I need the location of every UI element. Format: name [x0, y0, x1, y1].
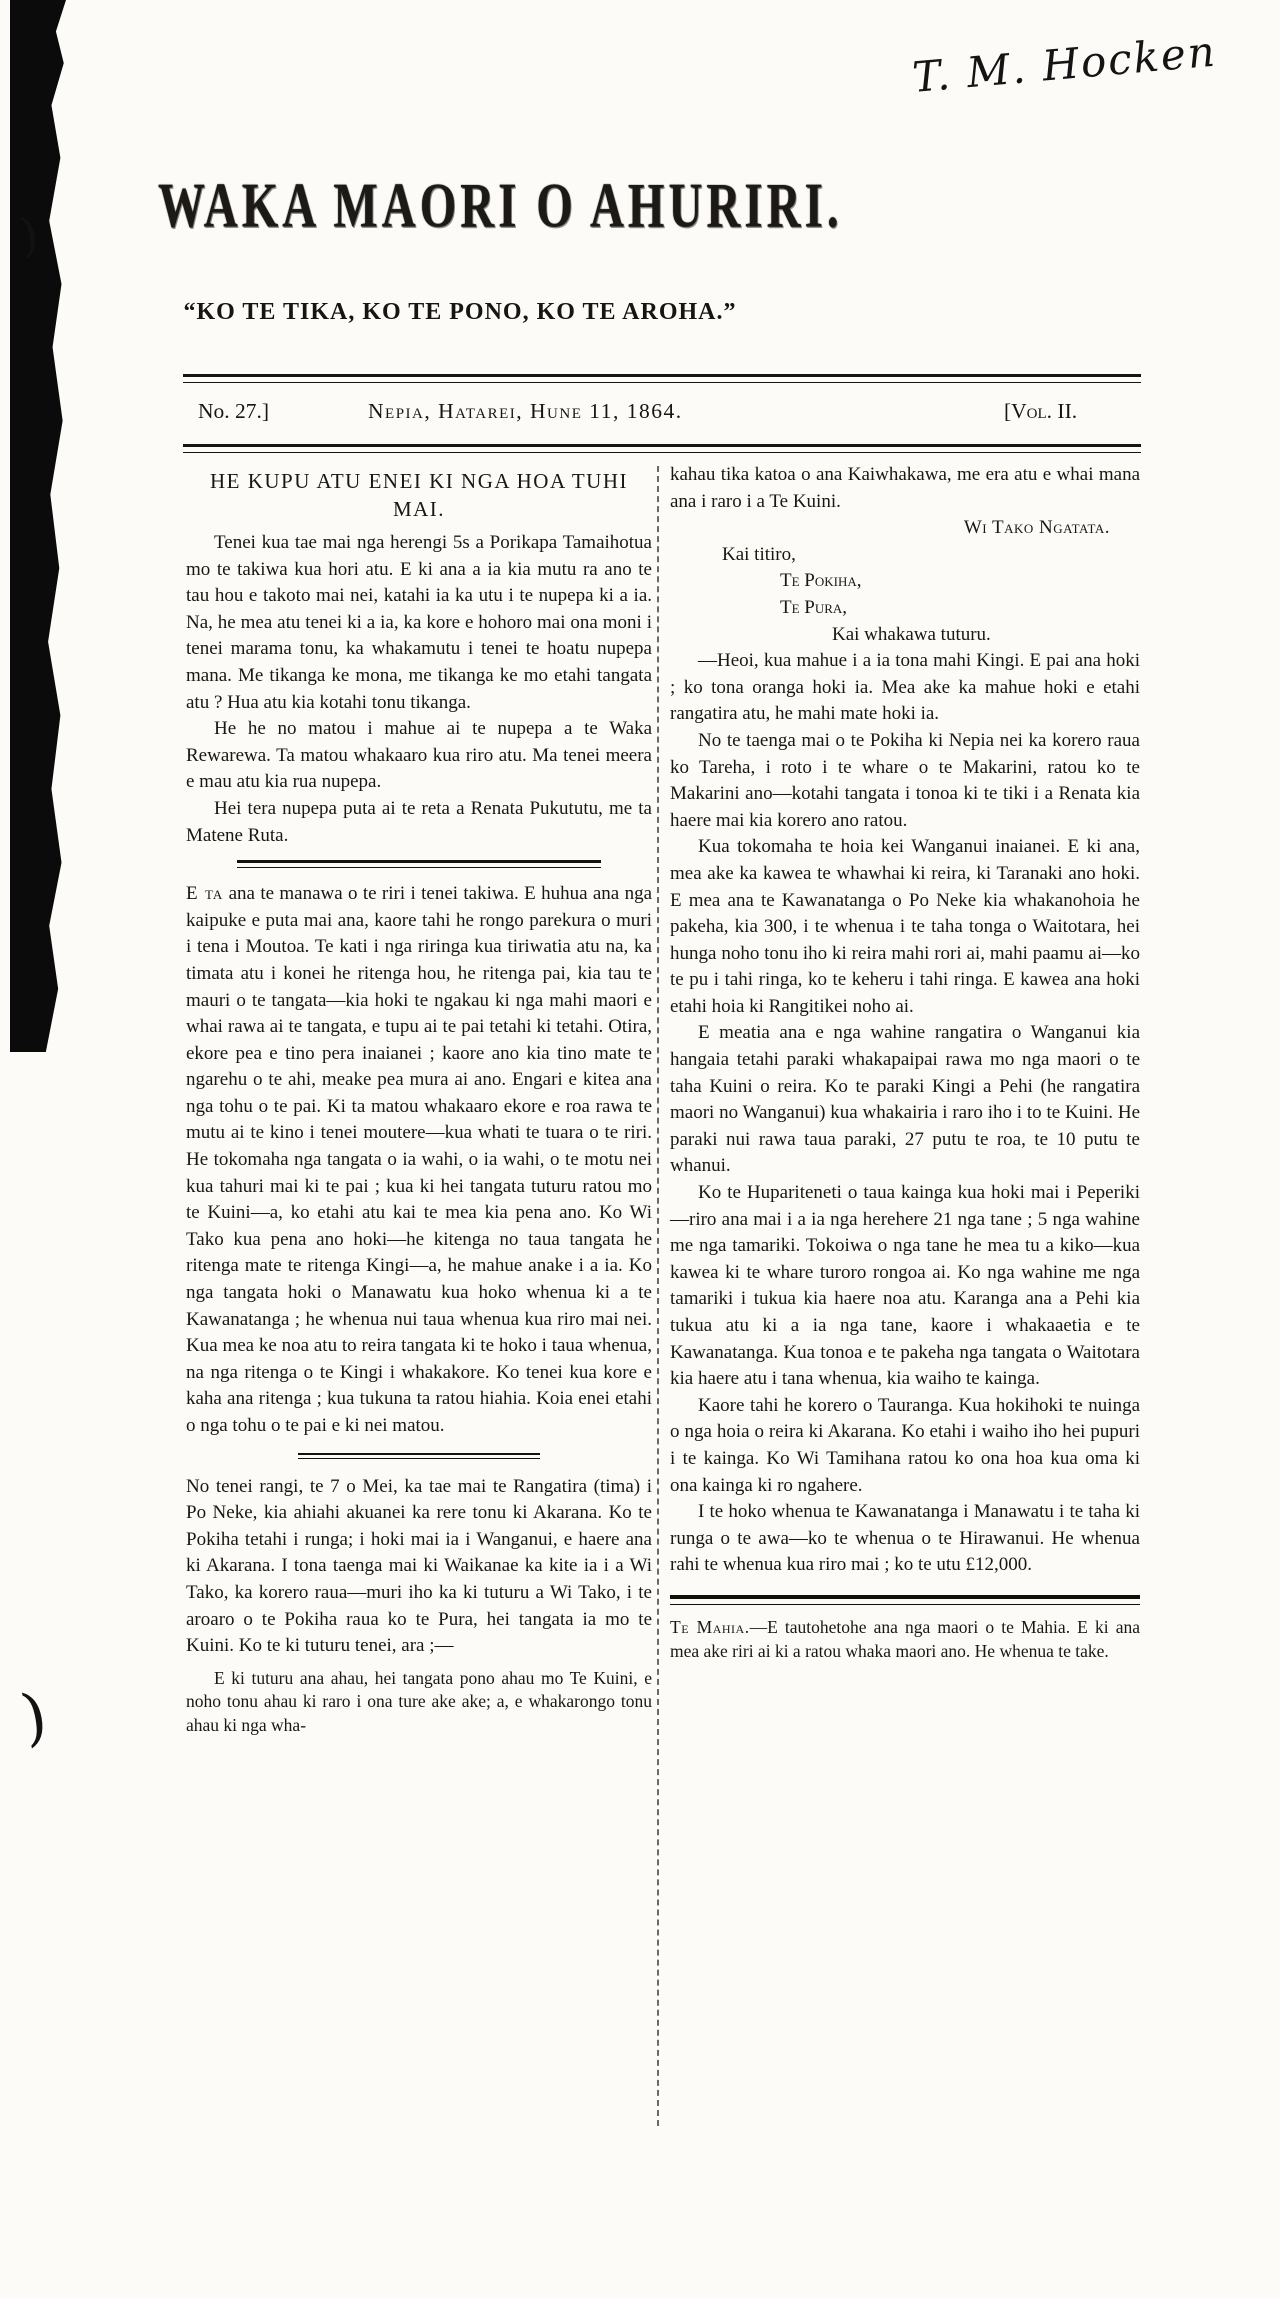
masthead-title: WAKA MAORI O AHURIRI.	[158, 171, 843, 242]
binding-strip	[10, 0, 66, 1052]
issue-number: No. 27.]	[198, 399, 270, 423]
footnote-text: —E tautohetohe ana nga maori o te Mahia. E ki ana mea ake riri ai ki a ratou whaka maori ano. He whenua te take.	[670, 1616, 1141, 1661]
witness-name-pokiha: Te Pokiha,	[780, 570, 862, 592]
signature-name: Wi Tako Ngatata.	[963, 517, 1110, 539]
paragraph-war-news	[186, 881, 652, 1439]
paragraph-subscriptions: Tenei kua tae mai nga herengi 5s a Porikapa Tamaihotua mo te takiwa kua hori atu. E ki ana a ia kia mutu ra ano te tau hou e takoto mai nei, katahi ia ka utu i te nupepa ki a ia. Na, he mea atu tenei ki a ia, ka kore e hohoro mai ona moni i tenei marama tonu, ka whakamutu i tenei te hoatu nupepa mana. Me tikanga ke mona, me tikanga ke mo etahi tangata atu ? Hua atu kia kotahi tonu tikanga.	[186, 532, 652, 713]
section-divider-rule	[237, 860, 600, 868]
paragraph-superintendent-prisoners: Ko te Hupariteneti o taua kainga kua hoki mai i Peperiki—riro ana mai i a ia nga herehere 21 nga tane ; 5 nga wahine me nga tamariki. Tokoiwa o nga tane he mea tu a kiko—kua kawea ki te whare turoro rongoa ai. Ko nga wahine me nga tamariki i tukua kia haere noa atu. Karanga ana a Pehi kia tukua atu ki a ia nga tane, kaore i whakaaetia e te Kawanatanga. Kua tonoa e te pakeha nga tangata o Waitotara kia haere atu i tana whenua, kia waiho te kainga.	[670, 1182, 1140, 1390]
margin-mark-top: )	[16, 207, 42, 263]
dateline-divider-rule	[183, 444, 1141, 453]
paragraph-pokiha-nepia: No te taenga mai o te Pokiha ki Nepia nei ka korero raua ko Tareha, i roto i te whare o te Makarini, ratou ko te Makarini ano—kotahi tangata i tonoa ki te tiki i a Renata kia haere mai kia korero ano ratou.	[670, 729, 1140, 831]
footnote-lead: Te Mahia.	[670, 1616, 750, 1637]
footnote-te-mahia	[670, 1616, 1140, 1663]
paragraph-next-issue-letters: Hei tera nupepa puta ai te reta a Renata Pukututu, me ta Matene Ruta.	[186, 797, 652, 846]
section-divider-rule	[298, 1453, 540, 1459]
declaration-quote: E ki tuturu ana ahau, hei tangata pono ahau mo Te Kuini, e noho tonu ahau ki raro i ona ture ake ake; a, e whakarongo tonu ahau ki nga wha-	[186, 1667, 652, 1735]
witness-name-pura: Te Pura,	[780, 596, 848, 618]
place-and-date: Nepia, Hatarei, Hune 11, 1864.	[368, 399, 683, 423]
declaration-quote-continuation: kahau tika katoa o ana Kaiwhakawa, me era atu e whai mana ana i raro i a Te Kuini.	[670, 464, 1140, 512]
paragraph-soldiers-wanganui: Kua tokomaha te hoia kei Wanganui inaianei. E ki ana, mea ake ka kawea te whawhai ki reira, ki Taranaki ano hoki. E mea ana te Kawanatanga o Po Neke kia whakanohoia he pakeha, kia 300, i te whenua i te taha tonga o Waitotara, hei hunga noho tonu iho ki reira mahi rori ai, mahi paamu ai—ko te pu i tahi ringa, ko te keheru i tahi ringa. E kawea ana hoki etahi hoia ki Rangitikei noho ai.	[670, 836, 1140, 1017]
paragraph-steamer-rangatira: No tenei rangi, te 7 o Mei, ka tae mai te Rangatira (tima) i Po Neke, kia ahiahi akuanei ka rere tonu ki Akarana. Ko te Pokiha tetahi i runga; i hoki mai ia i Wanganui, e haere ana ki Akarana. I tona taenga mai ki Waikanae ka kite ia i a Wi Tako, ka korero raua—muri iho ka ki tuturu a Wi Tako, i te aroaro o te Pokiha raua ko te Pura, hei tangata ia mo te Kuini. Ko te ki tuturu tenei, ara ;—	[186, 1475, 652, 1657]
paragraph-war-news-text: ana te manawa o te riri i tenei takiwa. E huhua ana nga kaipuke e puta mai ana, kaore tahi he rongo parekura o muri i tena i Moutoa. Te kati i nga riringa kua tiriwatia atu na, ka timata atu i konei he ritenga hou, he ritenga pai, kia tau te mauri o te tangata—kia hoki te ngakau ki nga mahi maori e whai rawa ai te tangata, e tupu ai te pai tetahi ki tetahi. Otira, ekore pea e tino pera inaianei ; kaore ano kia tino mate te ngarehu o te ahi, meake pea mura ai ano. Engari e kitea ana nga tohu o te pai. Ki ta matou whakaaro ekore e roa rawa te mutu ai te kino i tenei moutere—kua whati te tuara o te riri. He tokomaha nga tangata o ia wahi, o ia wahi, o te motu nei kua tahuri mai ki te pai ; kua ki hei tangata tuturu ratou mo te Kuini—a, ko etahi atu kai te mea kia pena ano. Ko Wi Tako kua pena ano hoki—he kitenga no taua tangata he ritenga mate te ritenga Kingi—a, he mahue anake i a ia. Ko nga tangata hoki o Manawatu kua hoko whenua ki a te Kawanatanga ; he whenua nui taua whenua kua riro mai nei. Kua mea ke noa atu to reira tangata ki te hoko i taua whenua, na nga ritenga o te Kingi i whakakore. Ko tenei kua kore e kaha ana ritenga ; kua tukuna ta ratou hiahia. Koia enei etahi o nga tohu o te pai e ki nei matou.	[186, 883, 652, 1436]
witness-role: Kai whakawa tuturu.	[832, 623, 991, 645]
witness-label: Kai titiro,	[722, 543, 796, 565]
paragraph-lead-caps: E ta	[186, 883, 224, 905]
paragraph-tauranga: Kaore tahi he korero o Tauranga. Kua hokihoki te nuinga o nga hoia o reira ki Akarana. Ko etahi i waiho iho hei pupuri i te kainga. Ko Wi Tamihana ratou ko ona hoa kua oma ki ona kainga ki ro ngahere.	[670, 1394, 1140, 1496]
paragraph-heoi: —Heoi, kua mahue i a ia tona mahi Kingi. E pai ana hoki ; ko tona oranga hoki ia. Mea ake ka mahue hoki e etahi rangatira atu, he mahi mate hoki ia.	[670, 650, 1140, 725]
masthead-divider-rule	[183, 374, 1141, 383]
paragraph-missed-paper: He he no matou i mahue ai te nupepa a te Waka Rewarewa. Ta matou whakaaro kua riro atu. Ma tenei meera e mau atu kia rua nupepa.	[186, 718, 652, 793]
margin-mark-bottom: )	[15, 1678, 53, 1755]
right-column	[670, 462, 1140, 1663]
paragraph-flag-wanganui: E meatia ana e nga wahine rangatira o Wanganui kia hangaia tetahi paraki whakapaipai rawa mo nga maori o te taha Kuini o reira. Ko te paraki Kingi a Pehi (he rangatira maori no Wanganui) kua whakairia i raro iho i to te Kuini. He paraki nui rawa taua paraki, 27 putu te roa, te 10 putu te whanui.	[670, 1022, 1140, 1177]
left-column	[186, 468, 652, 1738]
column-divider-rule	[657, 466, 659, 2126]
handwritten-owner-annotation: T. M. Hocken	[910, 26, 1219, 102]
footnote-divider-rule	[670, 1595, 1140, 1605]
paragraph-land-purchase: I te hoko whenua te Kawanatanga i Manawatu i te taha ki runga o te awa—ko te whenua o te Hirawanui. He whenua rahi te whenua kua riro mai ; ko te utu £12,000.	[670, 1501, 1140, 1576]
masthead-motto: “KO TE TIKA, KO TE PONO, KO TE AROHA.”	[183, 299, 737, 325]
article-heading: HE KUPU ATU ENEI KI NGA HOA TUHI MAI.	[209, 469, 628, 521]
volume-number: [Vol. II.	[1004, 399, 1078, 423]
